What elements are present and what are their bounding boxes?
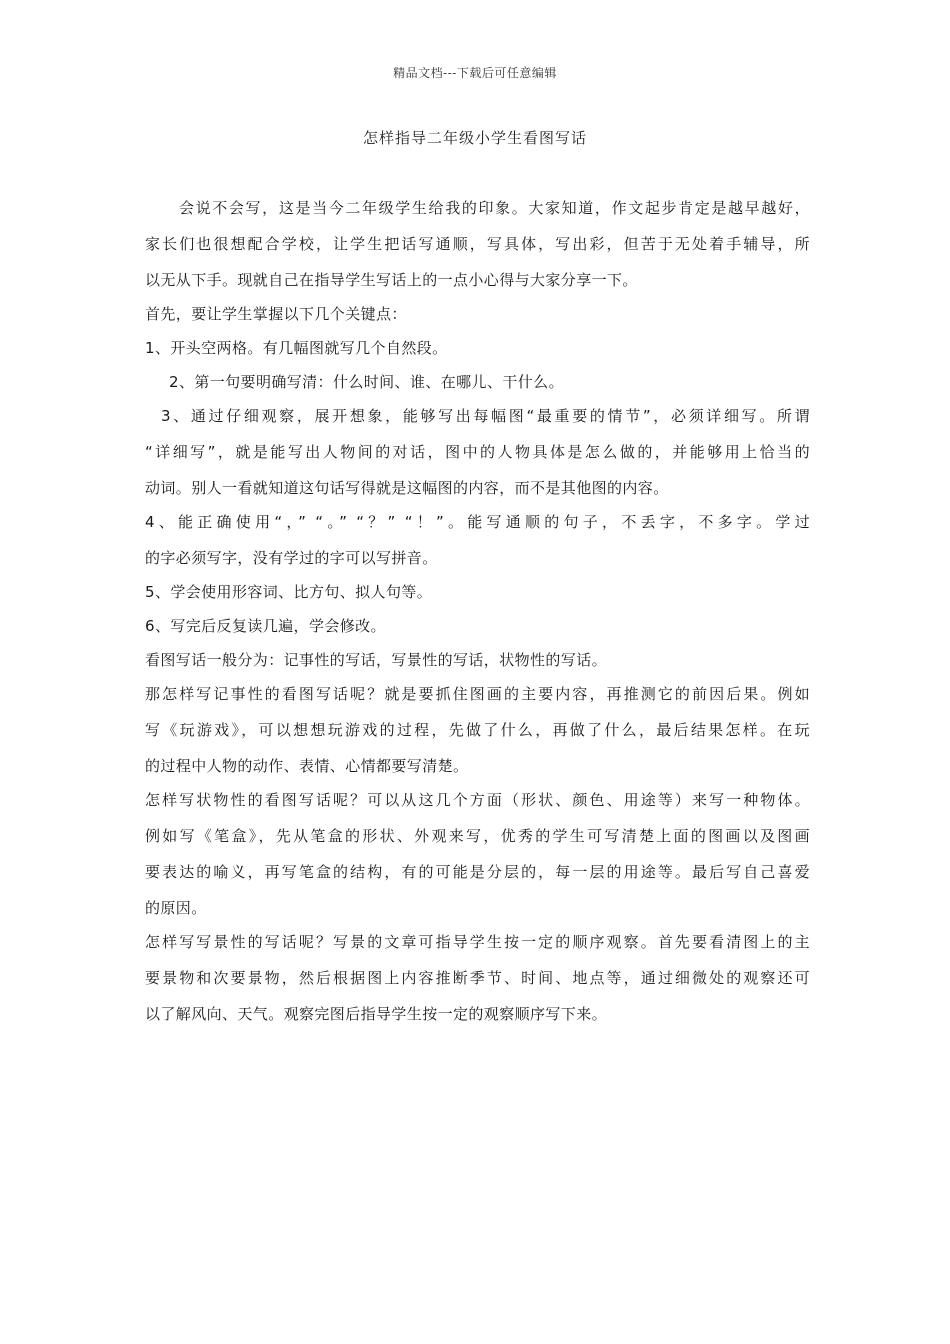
text-line: 怎样写写景性的写话呢？写景的文章可指导学生按一定的顺序观察。首先要看清图上的主 (145, 933, 810, 951)
text-line: 怎样写状物性的看图写话呢？可以从这几个方面（形状、颜色、用途等）来写一种物体。 (145, 791, 810, 809)
text-line: 看图写话一般分为：记事性的写话，写景性的写话，状物性的写话。 (145, 651, 608, 669)
text-line: 的原因。 (145, 899, 207, 917)
text-line: 以了解风向、天气。观察完图后指导学生按一定的观察顺序写下来。 (145, 1005, 608, 1023)
text-line: 3、通过仔细观察，展开想象，能够写出每幅图“最重要的情节”，必须详细写。所谓 (161, 407, 810, 425)
document-title: 怎样指导二年级小学生看图写话 (362, 129, 587, 147)
text-line: “详细写”，就是能写出人物间的对话，图中的人物具体是怎么做的，并能够用上恰当的 (145, 443, 810, 461)
text-line: 的过程中人物的动作、表情、心情都要写清楚。 (145, 757, 469, 775)
text-line: 的字必须写字，没有学过的字可以写拼音。 (145, 549, 438, 567)
text-line: 要景物和次要景物，然后根据图上内容推断季节、时间、地点等，通过细微处的观察还可 (145, 969, 810, 987)
text-line: 要表达的喻义，再写笔盒的结构，有的可能是分层的，每一层的用途等。最后写自己喜爱 (145, 863, 810, 881)
text-line: 那怎样写记事性的看图写话呢？就是要抓住图画的主要内容，再推测它的前因后果。例如 (145, 685, 810, 703)
text-line: 动词。别人一看就知道这句话写得就是这幅图的内容，而不是其他图的内容。 (145, 479, 669, 497)
text-line: 家长们也很想配合学校，让学生把话写通顺，写具体，写出彩，但苦于无处着手辅导，所 (145, 235, 810, 253)
text-line: 5、学会使用形容词、比方句、拟人句等。 (145, 583, 433, 601)
text-line: 1、开头空两格。有几幅图就写几个自然段。 (145, 339, 448, 357)
text-line: 以无从下手。现就自己在指导学生写话上的一点小心得与大家分享一下。 (145, 271, 638, 289)
text-line: 例如写《笔盒》，先从笔盒的形状、外观来写，优秀的学生可写清楚上面的图画以及图画 (145, 827, 810, 845)
header-note: 精品文档---下载后可任意编辑 (393, 66, 557, 80)
text-line: 2、第一句要明确写清：什么时间、谁、在哪儿、干什么。 (169, 373, 564, 391)
text-line: 4、能正确使用“，” “。” “？” “！”。能写通顺的句子，不丢字，不多字。学过 (145, 513, 810, 531)
text-line: 会说不会写，这是当今二年级学生给我的印象。大家知道，作文起步肯定是越早越好， (179, 199, 810, 217)
text-line: 6、写完后反复读几遍，学会修改。 (145, 617, 386, 635)
text-line: 首先，要让学生掌握以下几个关键点： (145, 305, 407, 323)
text-line: 写《玩游戏》，可以想想玩游戏的过程，先做了什么，再做了什么，最后结果怎样。在玩 (145, 721, 810, 739)
